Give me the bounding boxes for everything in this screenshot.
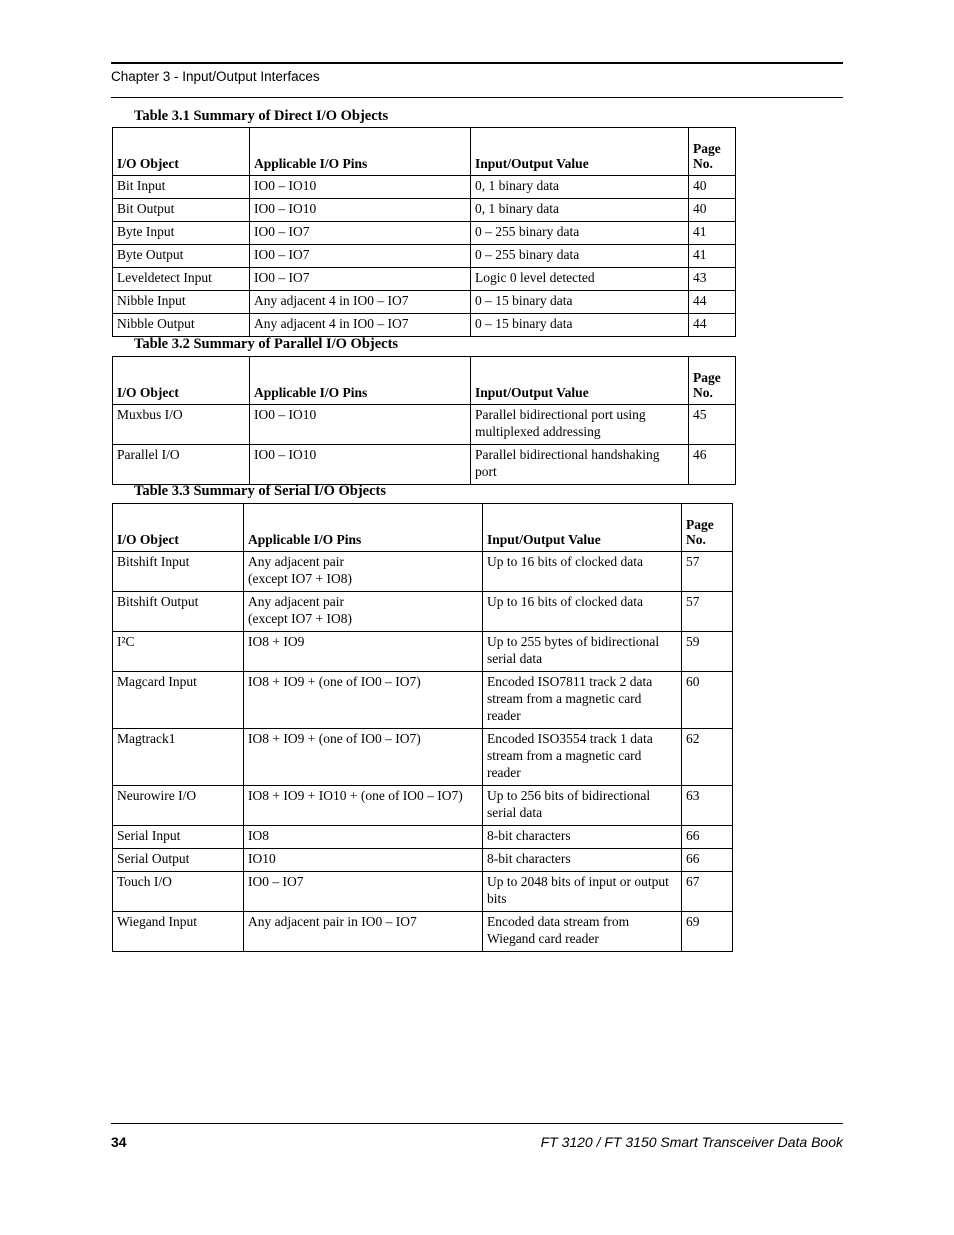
- io-value-cell: 8-bit characters: [483, 849, 682, 872]
- applicable-pins-cell: IO0 – IO10: [250, 405, 471, 445]
- io-object-cell: Nibble Input: [113, 291, 250, 314]
- page-no-cell: 46: [689, 445, 736, 485]
- table-row: [113, 291, 736, 314]
- applicable-pins-cell: IO8 + IO9 + IO10 + (one of IO0 – IO7): [244, 786, 483, 826]
- page-no-cell: 62: [682, 729, 733, 786]
- table-row: [113, 199, 736, 222]
- io-object-cell: Muxbus I/O: [113, 405, 250, 445]
- applicable-pins-cell: IO0 – IO10: [250, 199, 471, 222]
- table-row: [113, 826, 733, 849]
- io-object-cell: Serial Output: [113, 849, 244, 872]
- page-no-cell: 41: [689, 222, 736, 245]
- io-value-cell: 0 – 15 binary data: [471, 291, 689, 314]
- table-caption: Table 3.3 Summary of Serial I/O Objects: [134, 483, 387, 499]
- table-row: [113, 672, 733, 729]
- io-value-cell: Up to 256 bits of bidirectional serial data: [483, 786, 682, 826]
- io-value-cell: Encoded data stream from Wiegand card reader: [483, 912, 682, 952]
- io-value-cell: 0 – 255 binary data: [471, 222, 689, 245]
- applicable-pins-cell: IO10: [244, 849, 483, 872]
- applicable-pins-cell: IO0 – IO7: [250, 222, 471, 245]
- io-object-cell: Wiegand Input: [113, 912, 244, 952]
- io-object-cell: Magcard Input: [113, 672, 244, 729]
- header-rule: [111, 97, 843, 98]
- chapter-header: Chapter 3 - Input/Output Interfaces: [111, 69, 320, 84]
- io-object-cell: Serial Input: [113, 826, 244, 849]
- table-row: [113, 314, 736, 337]
- header-applicable-pins: Applicable I/O Pins: [250, 128, 471, 176]
- table-caption: Table 3.2 Summary of Parallel I/O Objects: [134, 336, 399, 352]
- applicable-pins-cell: IO8 + IO9 + (one of IO0 – IO7): [244, 729, 483, 786]
- io-object-cell: Byte Input: [113, 222, 250, 245]
- page-no-cell: 63: [682, 786, 733, 826]
- table-row: [113, 176, 736, 199]
- io-object-cell: Leveldetect Input: [113, 268, 250, 291]
- io-object-cell: Bit Output: [113, 199, 250, 222]
- io-value-cell: Logic 0 level detected: [471, 268, 689, 291]
- page-no-cell: 60: [682, 672, 733, 729]
- table-row: [113, 268, 736, 291]
- table-row: [113, 729, 733, 786]
- header-io-value: Input/Output Value: [471, 128, 689, 176]
- applicable-pins-cell: Any adjacent pair (except IO7 + IO8): [244, 552, 483, 592]
- applicable-pins-cell: IO8: [244, 826, 483, 849]
- table-row: [113, 405, 736, 445]
- io-object-cell: Touch I/O: [113, 872, 244, 912]
- table-row: [113, 632, 733, 672]
- page-no-cell: 44: [689, 291, 736, 314]
- table-row: [113, 552, 733, 592]
- header-io-value: Input/Output Value: [471, 357, 689, 405]
- page-no-cell: 40: [689, 199, 736, 222]
- header-page-no: Page No.: [682, 504, 733, 552]
- header-page-no: Page No.: [689, 128, 736, 176]
- header-page-no: Page No.: [689, 357, 736, 405]
- book-title: FT 3120 / FT 3150 Smart Transceiver Data Book: [540, 1134, 843, 1150]
- io-value-cell: Parallel bidirectional handshaking port: [471, 445, 689, 485]
- applicable-pins-cell: Any adjacent pair in IO0 – IO7: [244, 912, 483, 952]
- page-no-cell: 43: [689, 268, 736, 291]
- table-row: [113, 245, 736, 268]
- header-io-object: I/O Object: [113, 357, 250, 405]
- page-no-cell: 44: [689, 314, 736, 337]
- io-value-cell: 8-bit characters: [483, 826, 682, 849]
- header-applicable-pins: Applicable I/O Pins: [244, 504, 483, 552]
- io-value-cell: 0, 1 binary data: [471, 199, 689, 222]
- io-object-cell: Byte Output: [113, 245, 250, 268]
- io-object-cell: Bit Input: [113, 176, 250, 199]
- applicable-pins-cell: IO0 – IO7: [250, 245, 471, 268]
- direct-io-table: [112, 127, 736, 337]
- applicable-pins-cell: Any adjacent 4 in IO0 – IO7: [250, 314, 471, 337]
- top-rule: [111, 62, 843, 64]
- io-value-cell: Encoded ISO7811 track 2 data stream from a magnetic card reader: [483, 672, 682, 729]
- table-row: [113, 912, 733, 952]
- parallel-io-table: [112, 356, 736, 485]
- page-number: 34: [111, 1134, 127, 1150]
- io-value-cell: 0, 1 binary data: [471, 176, 689, 199]
- io-value-cell: Parallel bidirectional port using multiplexed addressing: [471, 405, 689, 445]
- serial-io-table: [112, 503, 733, 952]
- io-object-cell: I²C: [113, 632, 244, 672]
- applicable-pins-cell: IO0 – IO7: [244, 872, 483, 912]
- page-no-cell: 66: [682, 826, 733, 849]
- page-no-cell: 57: [682, 592, 733, 632]
- io-object-cell: Parallel I/O: [113, 445, 250, 485]
- io-value-cell: Up to 2048 bits of input or output bits: [483, 872, 682, 912]
- io-value-cell: Up to 16 bits of clocked data: [483, 592, 682, 632]
- applicable-pins-cell: Any adjacent pair (except IO7 + IO8): [244, 592, 483, 632]
- header-applicable-pins: Applicable I/O Pins: [250, 357, 471, 405]
- table-row: [113, 592, 733, 632]
- page-no-cell: 57: [682, 552, 733, 592]
- applicable-pins-cell: IO0 – IO7: [250, 268, 471, 291]
- applicable-pins-cell: IO8 + IO9 + (one of IO0 – IO7): [244, 672, 483, 729]
- page-no-cell: 59: [682, 632, 733, 672]
- table-row: [113, 849, 733, 872]
- io-object-cell: Neurowire I/O: [113, 786, 244, 826]
- applicable-pins-cell: IO8 + IO9: [244, 632, 483, 672]
- page-no-cell: 45: [689, 405, 736, 445]
- io-value-cell: Encoded ISO3554 track 1 data stream from a magnetic card reader: [483, 729, 682, 786]
- page-no-cell: 40: [689, 176, 736, 199]
- page-no-cell: 67: [682, 872, 733, 912]
- applicable-pins-cell: IO0 – IO10: [250, 176, 471, 199]
- header-io-object: I/O Object: [113, 504, 244, 552]
- table-row: [113, 445, 736, 485]
- io-value-cell: Up to 16 bits of clocked data: [483, 552, 682, 592]
- header-io-value: Input/Output Value: [483, 504, 682, 552]
- io-object-cell: Nibble Output: [113, 314, 250, 337]
- table-row: [113, 222, 736, 245]
- table-row: [113, 872, 733, 912]
- applicable-pins-cell: IO0 – IO10: [250, 445, 471, 485]
- io-value-cell: 0 – 255 binary data: [471, 245, 689, 268]
- header-io-object: I/O Object: [113, 128, 250, 176]
- io-value-cell: 0 – 15 binary data: [471, 314, 689, 337]
- page-no-cell: 66: [682, 849, 733, 872]
- footer-rule: [111, 1123, 843, 1124]
- page-no-cell: 41: [689, 245, 736, 268]
- io-object-cell: Bitshift Input: [113, 552, 244, 592]
- io-object-cell: Bitshift Output: [113, 592, 244, 632]
- io-value-cell: Up to 255 bytes of bidirectional serial data: [483, 632, 682, 672]
- page-no-cell: 69: [682, 912, 733, 952]
- io-object-cell: Magtrack1: [113, 729, 244, 786]
- table-row: [113, 786, 733, 826]
- applicable-pins-cell: Any adjacent 4 in IO0 – IO7: [250, 291, 471, 314]
- table-caption: Table 3.1 Summary of Direct I/O Objects: [134, 108, 389, 124]
